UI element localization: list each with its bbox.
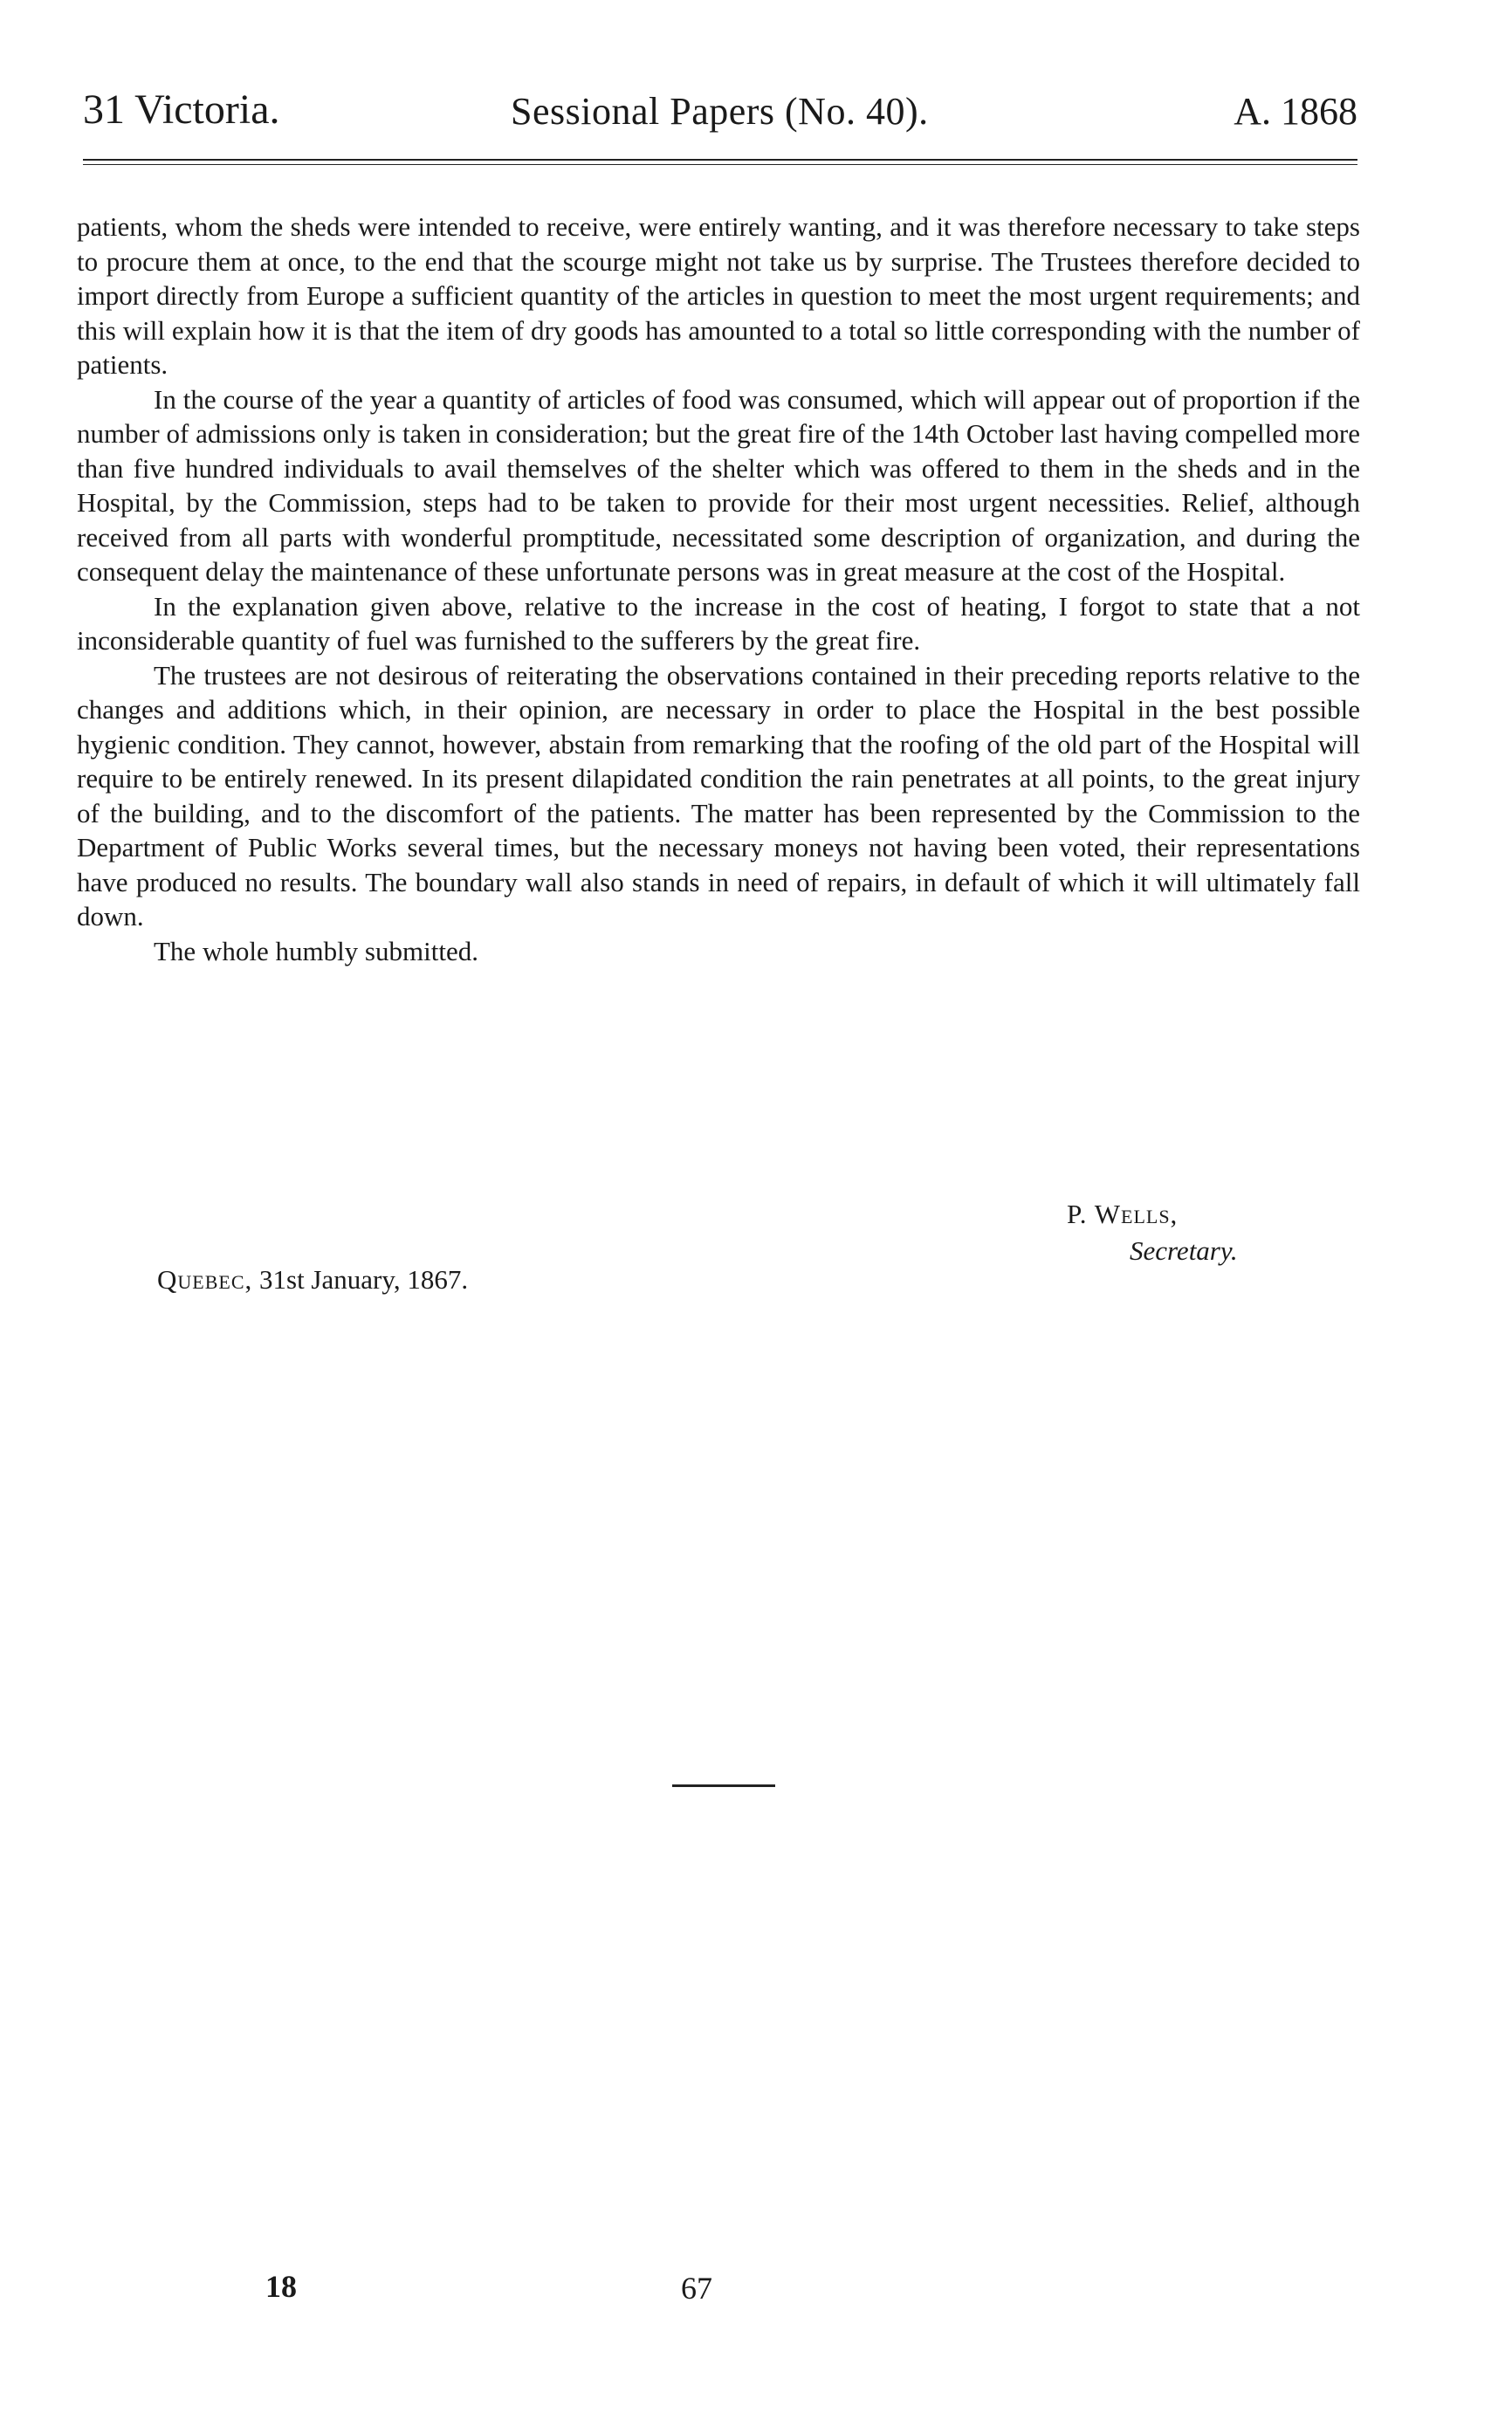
signatory-name: P. Wells, [1067,1199,1179,1229]
dateline [157,1264,468,1296]
paragraph-1: patients, whom the sheds were intended to receive, were entirely wanting, and it was therefore necessary to take steps to procure them at once, to the end that the scourge might not take us by surprise. The Trustees therefore decided to import directly from Europe a sufficient quantity of the articles in question to meet the most urgent requirements; and this will explain how it is that the item of dry goods has amounted to a total so little corresponding with the number of patients. [77,211,1360,380]
signature-mark: 18 [265,2269,297,2304]
header-rule-top [83,159,1357,161]
body-text [77,210,1360,968]
paragraph-3: In the explanation given above, relative to the increase in the cost of heating, I forgot to state that a not inconsiderable quantity of fuel was furnished to the sufferers by the great fire. [77,590,1360,656]
dateline-place: Quebec, [157,1264,253,1295]
header-volume: 31 Victoria. [83,86,280,133]
page-number: 67 [681,2271,712,2306]
dateline-date: 31st January, 1867. [259,1264,469,1295]
paragraph-closing: The whole humbly submitted. [154,935,478,966]
header-year: A. 1868 [1234,90,1357,133]
paragraph-2: In the course of the year a quantity of articles of food was consumed, which will appear out of proportion if the number of admissions only is taken in consideration; but the great fire of the 14th October last having compelled more than five hundred individuals to avail themselves of the shelter which was offered to them in the sheds and in the Hospital, by the Commission, steps had to be taken to provide for their most urgent necessities. Relief, although received from all parts with wonderful promptitude, necessitated some description of organization, and during the consequent delay the maintenance of these unfortunate persons was in great measure at the cost of the Hospital. [77,383,1360,587]
signature-block [1067,1196,1238,1269]
header-title: Sessional Papers (No. 40). [511,90,929,133]
signatory-title: Secretary. [1130,1235,1238,1266]
header-rule-bottom [83,164,1357,165]
section-divider [672,1784,775,1787]
paragraph-4: The trustees are not desirous of reiterating the observations contained in their preceding reports relative to the changes and additions which, in their opinion, are necessary in order to place the Hospital in the best possible hygienic condition. They cannot, however, abstain from remarking that the roofing of the old part of the Hospital will require to be entirely renewed. In its present dilapidated condition the rain penetrates at all points, to the great injury of the building, and to the discomfort of the patients. The matter has been represented by the Commission to the Department of Public Works several times, but the necessary moneys not having been voted, their representations have produced no results. The boundary wall also stands in need of repairs, in default of which it will ultimately fall down. [77,659,1360,932]
running-header [83,86,1357,147]
